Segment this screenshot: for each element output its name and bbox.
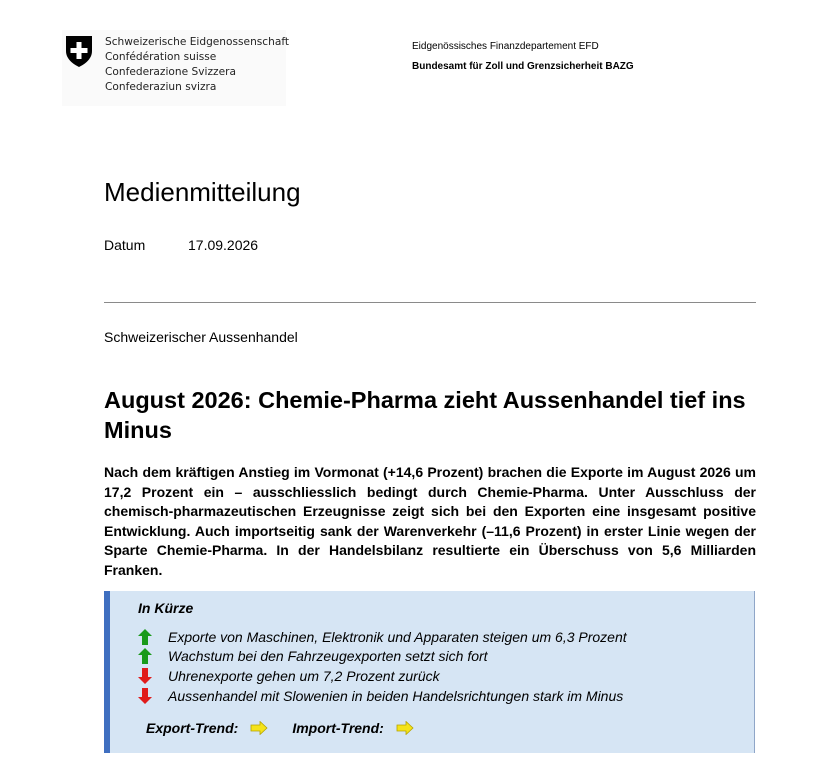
category-label: Schweizerischer Aussenhandel: [104, 329, 298, 345]
summary-item-text: Uhrenexporte gehen um 7,2 Prozent zurück: [168, 667, 440, 684]
office-name: Bundesamt für Zoll und Grenzsicherheit BAZG: [412, 61, 634, 72]
arrow-right-icon: [396, 721, 414, 735]
date-value: 17.09.2026: [188, 237, 259, 253]
summary-list: [136, 627, 627, 705]
confederation-name-de: Schweizerische Eidgenossenschaft: [105, 36, 290, 48]
summary-title: In Kürze: [138, 600, 194, 616]
summary-item-text: Exporte von Maschinen, Elektronik und Apparaten steigen um 6,3 Prozent: [168, 628, 627, 645]
summary-item: [136, 686, 627, 706]
summary-item: [136, 627, 627, 647]
divider: [104, 302, 756, 303]
swiss-shield-icon: [64, 34, 94, 68]
date-label: Datum: [104, 237, 146, 253]
department-name: Eidgenössisches Finanzdepartement EFD: [412, 41, 599, 52]
headline: August 2026: Chemie-Pharma zieht Aussenhandel tief ins Minus: [104, 387, 746, 443]
confederation-name-rm: Confederaziun svizra: [105, 81, 217, 93]
arrow-down-icon: [136, 688, 154, 704]
confederation-logo: [62, 30, 290, 106]
document-type: Medienmitteilung: [104, 177, 301, 207]
lead-paragraph: Nach dem kräftigen Anstieg im Vormonat (+14,6 Prozent) brachen die Exporte im August 2026 um 17,2 Prozent ein – ausschliesslich bedingt durch Chemie-Pharma. Unter Ausschluss der chemisch-pharmazeutischen Erzeugnisse zeigt sich bei den Exporten eine insgesamt positive Entwicklung. Auch importseitig sank der Warenverkehr (–11,6 Prozent) in erster Linie wegen der Sparte Chemie-Pharma. In der Handelsbilanz resultierte ein Überschuss von 5,6 Milliarden Franken.: [104, 464, 756, 578]
arrow-right-icon: [250, 721, 268, 735]
confederation-names: [105, 35, 289, 95]
summary-item-text: Wachstum bei den Fahrzeugexporten setzt sich fort: [168, 648, 488, 665]
arrow-up-icon: [136, 648, 154, 664]
department-block: [412, 37, 634, 77]
summary-item: [136, 647, 627, 667]
confederation-name-it: Confederazione Svizzera: [105, 66, 236, 78]
confederation-name-fr: Confédération suisse: [105, 51, 217, 63]
summary-item-text: Aussenhandel mit Slowenien in beiden Handelsrichtungen stark im Minus: [168, 687, 624, 704]
export-trend-label: Export-Trend:: [146, 720, 239, 736]
trend-row: [146, 720, 414, 736]
arrow-up-icon: [136, 629, 154, 645]
summary-box: [104, 591, 755, 753]
arrow-down-icon: [136, 668, 154, 684]
import-trend-label: Import-Trend:: [292, 720, 384, 736]
summary-item: [136, 666, 627, 686]
